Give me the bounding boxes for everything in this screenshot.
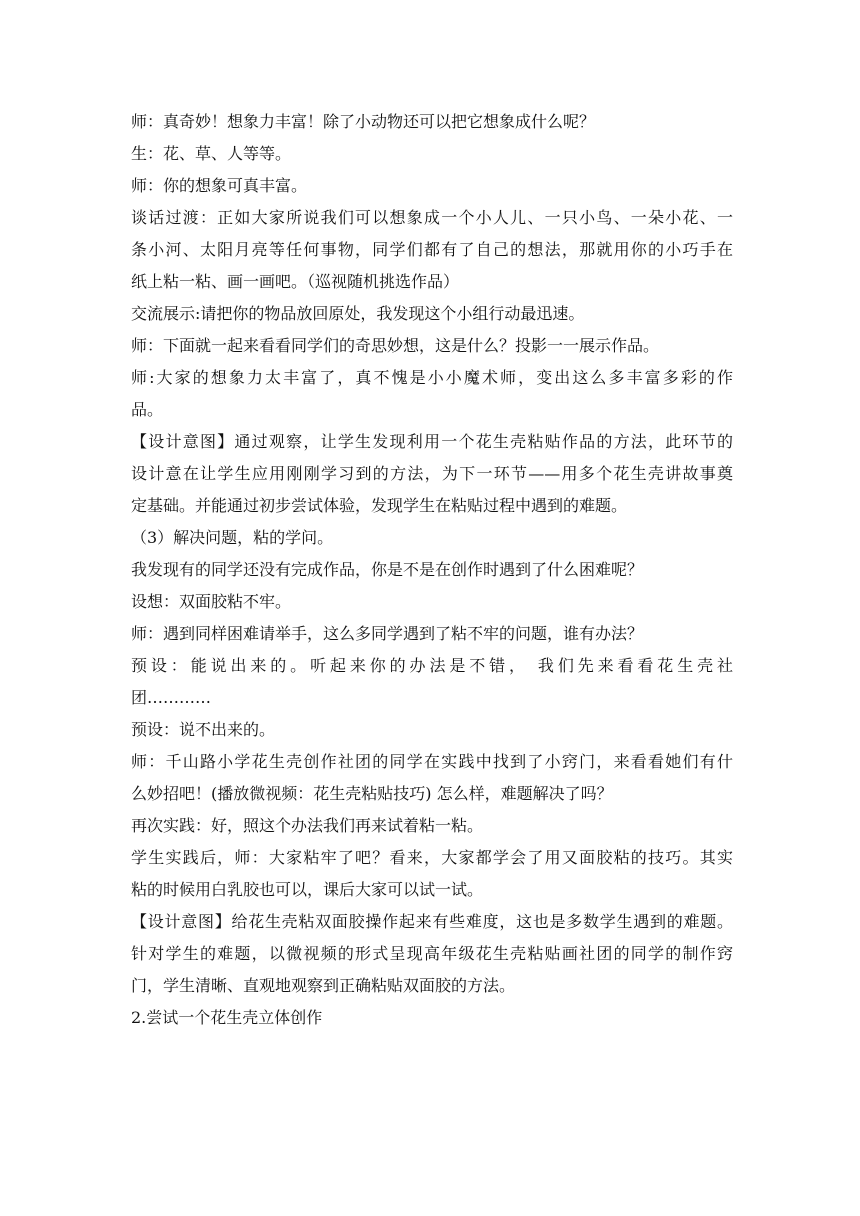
text-line: 师：下面就一起来看看同学们的奇思妙想，这是什么？投影一一展示作品。 bbox=[131, 336, 660, 355]
text-line: 品。 bbox=[131, 400, 164, 419]
document-body bbox=[131, 106, 733, 1034]
text-line: 【设计意图】给花生壳粘双面胶操作起来有些难度，这也是多数学生遇到的难题。 bbox=[131, 912, 733, 931]
text-line: 师：遇到同样困难请举手，这么多同学遇到了粘不牢的问题，谁有办法？ bbox=[131, 624, 644, 643]
text-line: 生：花、草、人等等。 bbox=[131, 144, 292, 163]
text-line: 么妙招吧！(播放微视频：花生壳粘贴技巧) 怎么样，难题解决了吗？ bbox=[131, 784, 613, 803]
text-line: 团………… bbox=[131, 688, 212, 707]
text-line: 条小河、太阳月亮等任何事物，同学们都有了自己的想法，那就用你的小巧手在 bbox=[131, 240, 733, 259]
text-line: 粘的时候用白乳胶也可以，课后大家可以试一试。 bbox=[131, 880, 484, 899]
text-line: 定基础。并能通过初步尝试体验，发现学生在粘贴过程中遇到的难题。 bbox=[131, 496, 628, 515]
section-heading: 2.尝试一个花生壳立体创作 bbox=[131, 1008, 323, 1027]
text-line: 学生实践后，师：大家粘牢了吧？看来，大家都学会了用又面胶粘的技巧。其实 bbox=[131, 848, 733, 867]
text-line: 交流展示:请把你的物品放回原处，我发现这个小组行动最迅速。 bbox=[131, 304, 585, 323]
text-line: 纸上粘一粘、画一画吧。（巡视随机挑选作品） bbox=[131, 272, 460, 291]
text-line: 师：你的想象可真丰富。 bbox=[131, 176, 308, 195]
text-line: 师：千山路小学花生壳创作社团的同学在实践中找到了小窍门，来看看她们有什 bbox=[131, 752, 733, 771]
text-line: 预设：能说出来的。听起来你的办法是不错， 我们先来看看花生壳社 bbox=[131, 656, 733, 675]
text-line: 预设：说不出来的。 bbox=[131, 720, 276, 739]
text-line: 【设计意图】通过观察，让学生发现利用一个花生壳粘贴作品的方法，此环节的 bbox=[131, 432, 733, 451]
text-line: 针对学生的难题，以微视频的形式呈现高年级花生壳粘贴画社团的同学的制作窍 bbox=[131, 944, 733, 963]
text-line: 再次实践：好，照这个办法我们再来试着粘一粘。 bbox=[131, 816, 484, 835]
text-line: 师:大家的想象力太丰富了，真不愧是小小魔术师，变出这么多丰富多彩的作 bbox=[131, 368, 733, 387]
text-line: 我发现有的同学还没有完成作品，你是不是在创作时遇到了什么困难呢？ bbox=[131, 560, 644, 579]
text-line: 门，学生清晰、直观地观察到正确粘贴双面胶的方法。 bbox=[131, 976, 516, 995]
text-line: 师：真奇妙！想象力丰富！除了小动物还可以把它想象成什么呢？ bbox=[131, 112, 596, 131]
text-line: 设计意在让学生应用刚刚学习到的方法，为下一环节——用多个花生壳讲故事奠 bbox=[131, 464, 733, 483]
section-heading: （3）解决问题，粘的学问。 bbox=[131, 528, 334, 547]
text-line: 设想：双面胶粘不牢。 bbox=[131, 592, 292, 611]
text-line: 谈话过渡：正如大家所说我们可以想象成一个小人儿、一只小鸟、一朵小花、一 bbox=[131, 208, 733, 227]
